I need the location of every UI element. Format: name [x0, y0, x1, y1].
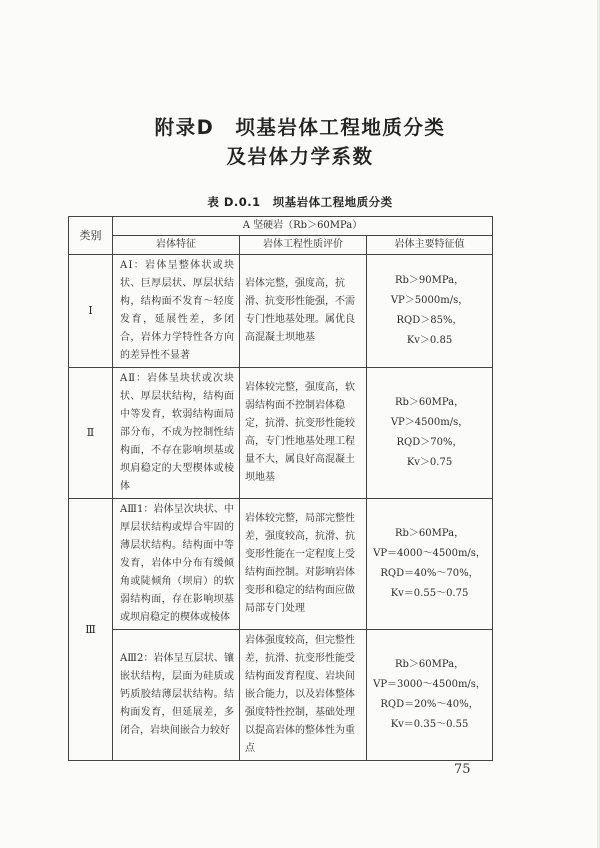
- value-line: Rb＞90MPa，: [394, 275, 465, 286]
- header-row-1: [69, 217, 493, 236]
- header-group: A 坚硬岩（Rb＞60MPa）: [113, 217, 493, 236]
- table-row: [69, 630, 493, 761]
- values-cell: [367, 630, 493, 761]
- values-cell: [367, 255, 493, 368]
- table-row: [69, 255, 493, 368]
- value-line: Rb＞60MPa，: [394, 659, 465, 670]
- evaluation-cell: 岩体完整，强度高，抗滑、抗变形性能强，不需专门性地基处理。属优良高混凝土坝地基: [240, 255, 367, 368]
- value-line: RQD＝20%～40%，: [380, 699, 479, 710]
- class-code: AⅡ: [120, 373, 137, 384]
- feature-cell: [113, 499, 240, 630]
- value-line: Kv＞0.85: [406, 335, 453, 346]
- header-row-2: [69, 236, 493, 255]
- value-line: VP＞5000m/s，: [390, 295, 469, 306]
- header-feature: 岩体特征: [113, 236, 240, 255]
- value-line: RQD＝40%～70%，: [380, 568, 479, 579]
- header-evaluation: 岩体工程性质评价: [240, 236, 367, 255]
- values-cell: [367, 368, 493, 499]
- value-line: Kv＝0.55～0.75: [390, 588, 469, 599]
- feature-text: ：岩体呈块状或次块状、厚层状结构，结构面中等发育，软弱结构面局部分布，不成为控制性结构面，不存在影响坝基或坝肩稳定的大型楔体或棱体: [120, 373, 234, 492]
- page-number: 75: [454, 762, 471, 777]
- header-category: 类别: [69, 217, 113, 255]
- category-cell: Ⅱ: [69, 368, 113, 499]
- value-line: Rb＞60MPa，: [394, 528, 465, 539]
- category-cell: Ⅲ: [69, 499, 113, 761]
- value-line: RQD＞85%，: [396, 315, 463, 326]
- class-code: AⅢ1: [120, 504, 144, 515]
- rock-classification-table: [68, 216, 493, 761]
- value-line: VP＝3000～4500m/s，: [373, 679, 486, 690]
- value-line: VP＝4000～4500m/s，: [373, 548, 486, 559]
- category-cell: Ⅰ: [69, 255, 113, 368]
- evaluation-cell: 岩体较完整，强度高，软弱结构面不控制岩体稳定，抗滑、抗变形性能较高，专门性地基处理工程量不大，属良好高混凝土坝地基: [240, 368, 367, 499]
- value-line: RQD＞70%，: [396, 437, 463, 448]
- header-values: 岩体主要特征值: [367, 236, 493, 255]
- feature-text: ：岩体呈整体状或块状、巨厚层状、厚层状结构，结构面不发育～轻度发育，延展性差，多闭合，岩体力学特性各方向的差异性不显著: [120, 260, 235, 361]
- value-line: Kv＞0.75: [406, 457, 453, 468]
- appendix-title-line1: 附录D 坝基岩体工程地质分类: [154, 116, 446, 139]
- value-line: VP＞4500m/s，: [390, 417, 469, 428]
- feature-cell: [113, 630, 240, 761]
- feature-cell: [113, 368, 240, 499]
- feature-text: ：岩体呈次块状、中厚层状结构或焊合牢固的薄层状结构。结构面中等发育，岩体中分布有缓倾角或陡倾角（坝肩）的软弱结构面，存在影响坝基或坝肩稳定的楔体或棱体: [120, 504, 235, 623]
- evaluation-cell: 岩体较完整，局部完整性差，强度较高，抗滑、抗变形性能在一定程度上受结构面控制。对影响岩体变形和稳定的结构面应做局部专门处理: [240, 499, 367, 630]
- table-row: [69, 499, 493, 630]
- feature-text: ：岩体呈互层状、镶嵌状结构，层面为硅质或钙质胶结薄层状结构。结构面发育，但延展差，多闭合，岩块间嵌合力较好: [120, 653, 235, 736]
- values-cell: [367, 499, 493, 630]
- table-row: [69, 368, 493, 499]
- class-code: AⅢ2: [120, 653, 144, 664]
- value-line: Rb＞60MPa，: [394, 397, 465, 408]
- value-line: Kv＝0.35～0.55: [390, 719, 469, 730]
- class-code: AⅠ: [120, 260, 134, 271]
- evaluation-cell: 岩体强度较高，但完整性差，抗滑、抗变形性能受结构面发育程度、岩块间嵌合能力，以及岩体整体强度特性控制，基础处理以提高岩体的整体性为重点: [240, 630, 367, 761]
- feature-cell: [113, 255, 240, 368]
- appendix-title-line2: 及岩体力学系数: [226, 145, 374, 168]
- table-caption: 表 D.0.1 坝基岩体工程地质分类: [207, 195, 393, 209]
